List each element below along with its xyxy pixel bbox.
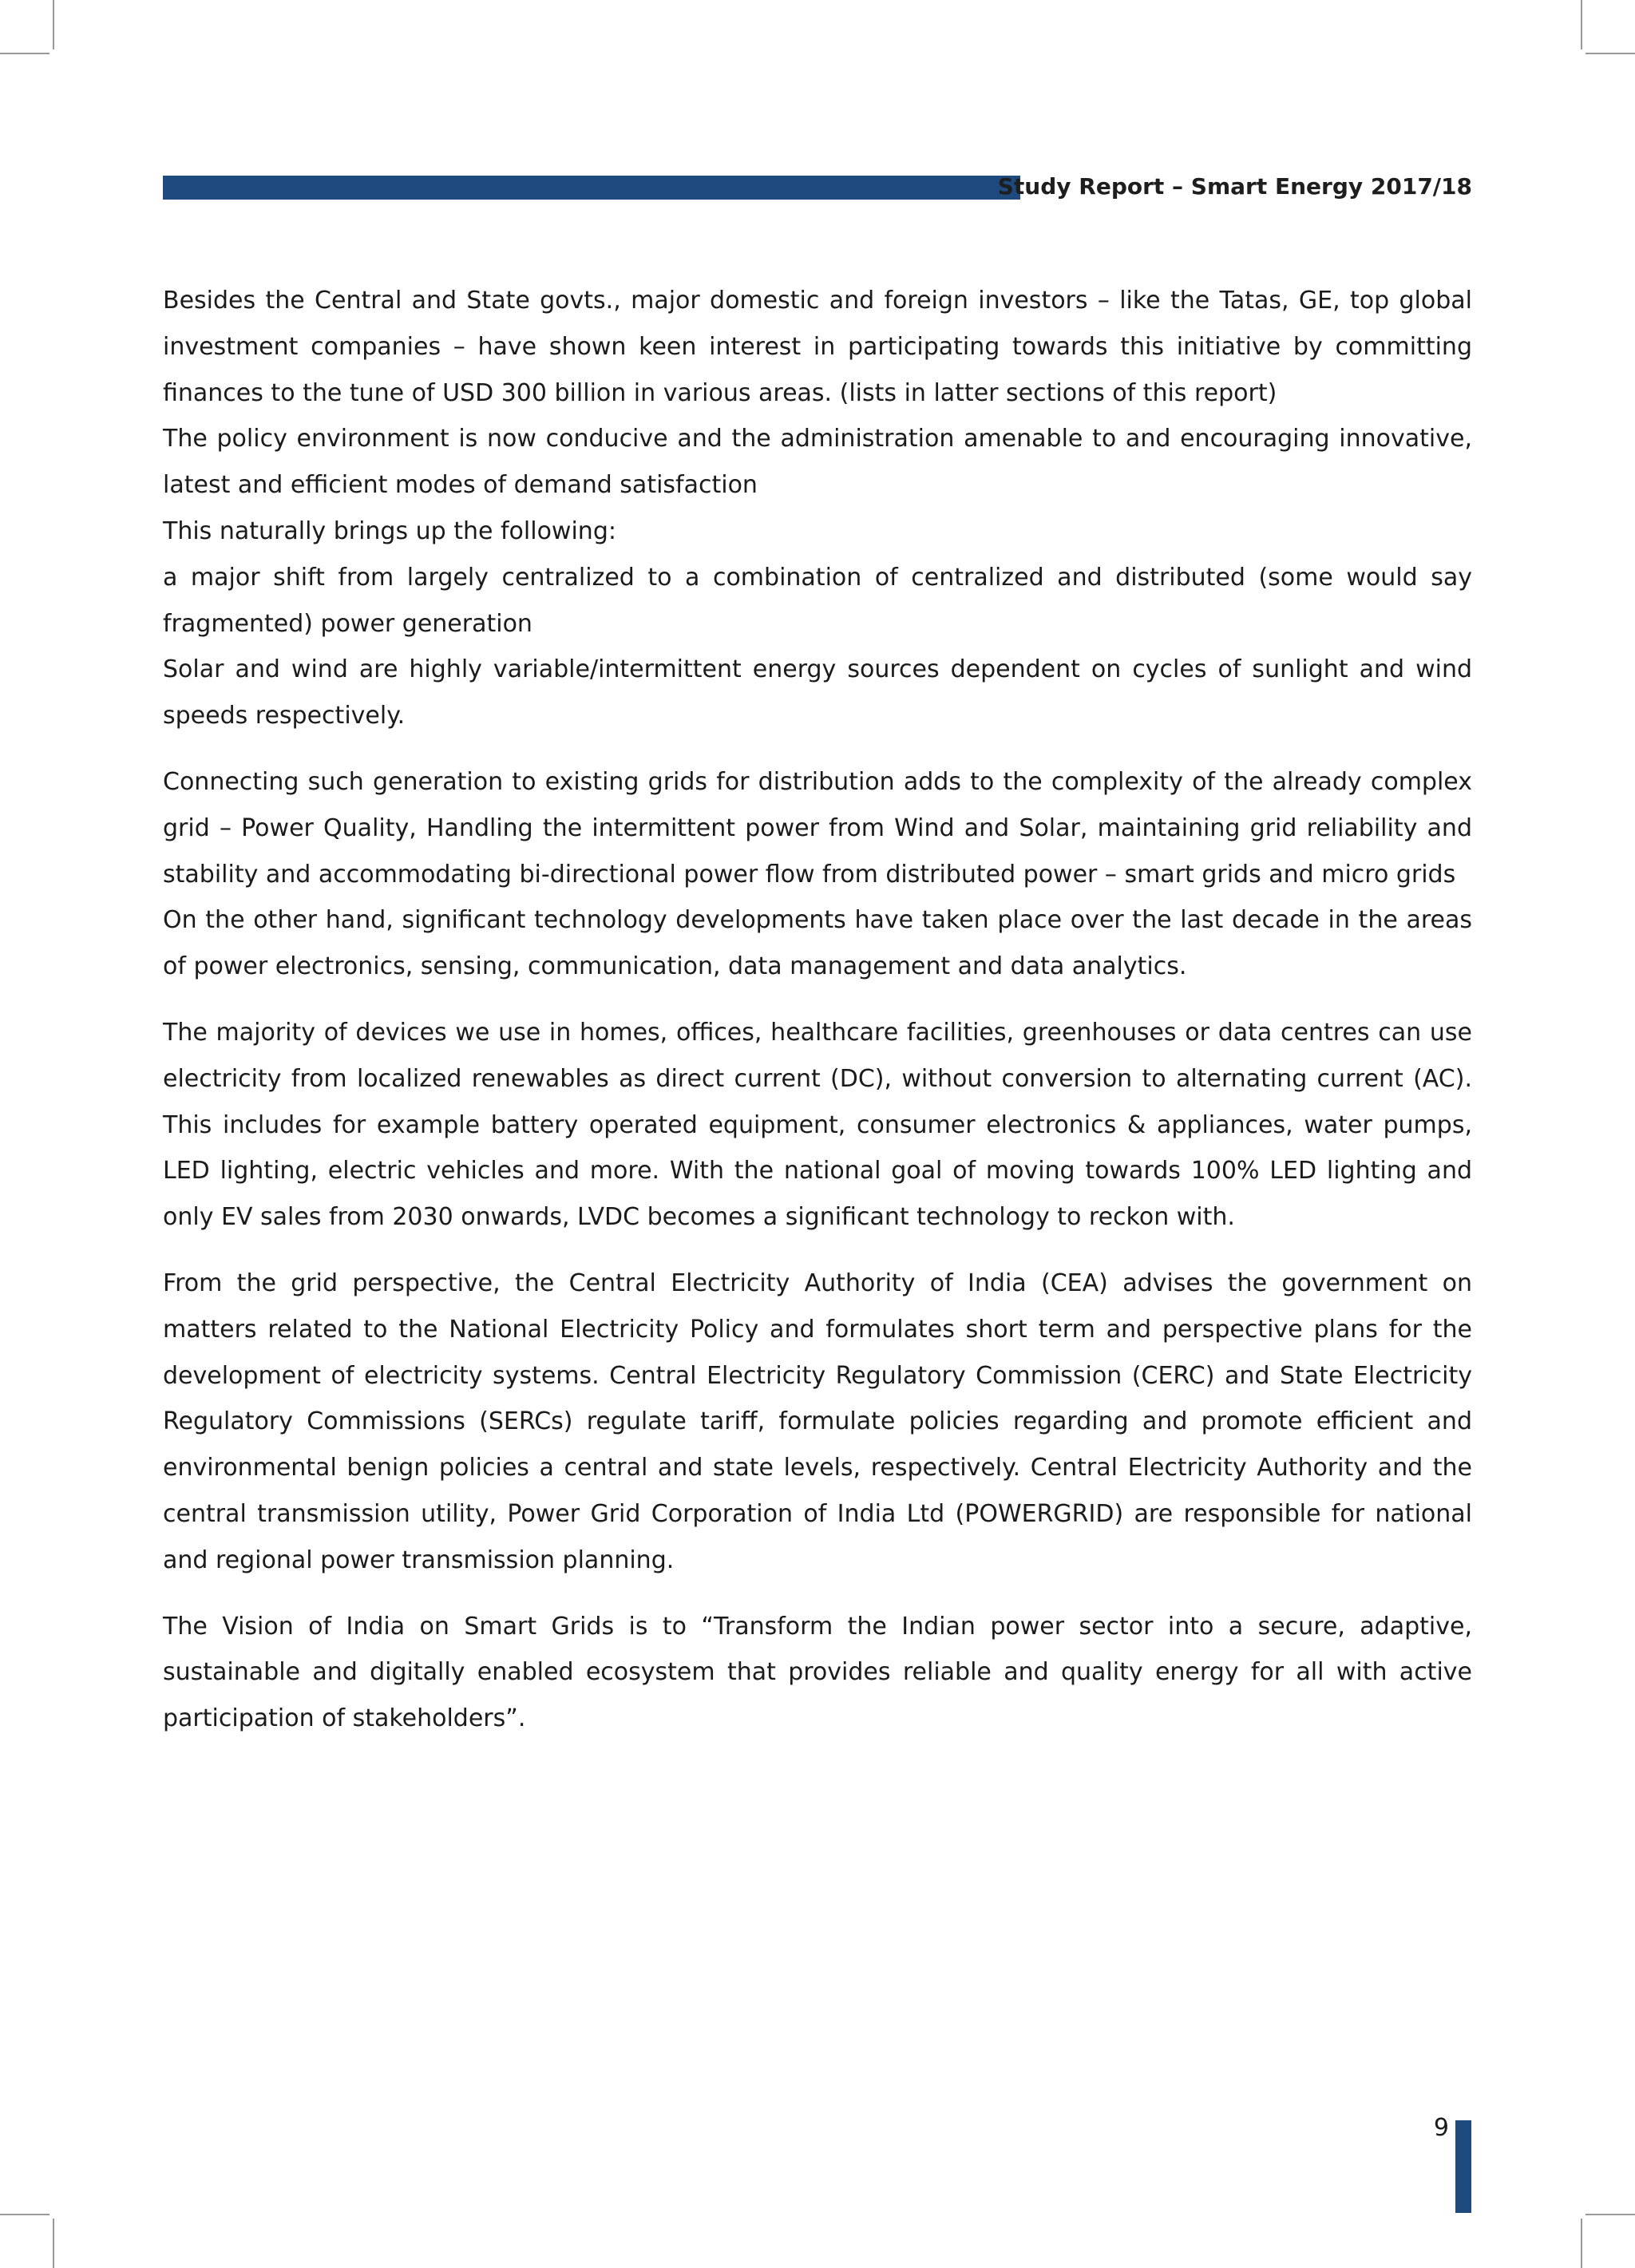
paragraph: The Vision of India on Smart Grids is to “Transform the Indian power sector into a secure, adaptive, sustainable and digitally enabled ecosystem that provides reliable and quality energy for all with active participation of stakeholders”.	[163, 1612, 1472, 1733]
crop-mark-bottom-left-vertical	[53, 2219, 54, 2268]
paragraph: Connecting such generation to existing grids for distribution adds to the complexity of the already complex grid – Power Quality, Handling the intermittent power from Wind and Solar, maintaining grid reliability and stability and accommodating bi-directional power flow from distributed power – smart grids and micro grids	[163, 767, 1472, 889]
crop-mark-top-left-vertical	[53, 0, 54, 49]
footer-accent-bar	[1455, 2120, 1471, 2213]
body-text	[163, 278, 1472, 1742]
crop-mark-top-left-horizontal	[0, 53, 49, 54]
paragraph: a major shift from largely centralized to a combination of centralized and distributed (some would say fragmented) power generation	[163, 563, 1472, 638]
crop-mark-bottom-right-horizontal	[1586, 2214, 1635, 2215]
header-accent-bar	[163, 176, 1020, 200]
paragraph: The majority of devices we use in homes, offices, healthcare facilities, greenhouses or data centres can use electricity from localized renewables as direct current (DC), without conversion to alternating current (AC). This includes for example battery operated equipment, consumer electronics & appliances, water pumps, LED lighting, electric vehicles and more. With the national goal of moving towards 100% LED lighting and only EV sales from 2030 onwards, LVDC becomes a significant technology to reckon with.	[163, 1018, 1472, 1232]
crop-mark-top-right-vertical	[1581, 0, 1582, 49]
crop-mark-bottom-right-vertical	[1581, 2219, 1582, 2268]
report-title: Study Report – Smart Energy 2017/18	[997, 173, 1472, 200]
paragraph: Solar and wind are highly variable/intermittent energy sources dependent on cycles of sunlight and wind speeds respectively.	[163, 655, 1472, 730]
crop-mark-bottom-left-horizontal	[0, 2214, 49, 2215]
paragraph: From the grid perspective, the Central Electricity Authority of India (CEA) advises the government on matters related to the National Electricity Policy and formulates short term and perspective plans for the development of electricity systems. Central Electricity Regulatory Commission (CERC) and State Electricity Regulatory Commissions (SERCs) regulate tariff, formulate policies regarding and promote efficient and environmental benign policies a central and state levels, respectively. Central Electricity Authority and the central transmission utility, Power Grid Corporation of India Ltd (POWERGRID) are responsible for national and regional power transmission planning.	[163, 1269, 1472, 1574]
paragraph: This naturally brings up the following:	[163, 517, 616, 545]
paragraph: Besides the Central and State govts., major domestic and foreign investors – like the Tatas, GE, top global investment companies – have shown keen interest in participating towards this initiative by committing finances to the tune of USD 300 billion in various areas. (lists in latter sections of this report)	[163, 287, 1472, 407]
paragraph: On the other hand, significant technology developments have taken place over the last decade in the areas of power electronics, sensing, communication, data management and data analytics.	[163, 906, 1472, 981]
paragraph: The policy environment is now conducive and the administration amenable to and encouraging innovative, latest and efficient modes of demand satisfaction	[163, 425, 1472, 500]
crop-mark-top-right-horizontal	[1586, 53, 1635, 54]
page-number: 9	[1433, 2114, 1449, 2142]
